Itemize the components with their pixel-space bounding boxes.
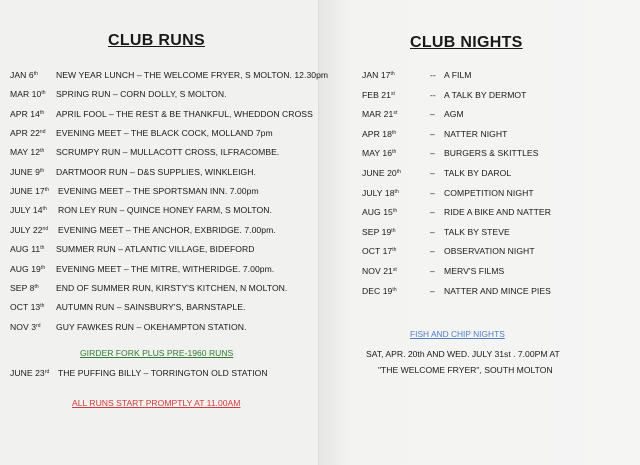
night-text: A TALK BY DERMOT [444, 89, 527, 100]
run-date-suffix: th [40, 148, 45, 155]
night-row [362, 70, 472, 81]
night-row [362, 168, 511, 179]
night-separator: – [430, 168, 435, 178]
run-text: SUMMER RUN – ATLANTIC VILLAGE, BIDEFORD [56, 244, 255, 255]
run-date: JAN 6 [10, 70, 34, 80]
night-text: NATTER NIGHT [444, 128, 508, 139]
run-text: EVENING MEET – THE SPORTSMAN INN. 7.00pm [58, 186, 259, 197]
night-date-suffix: th [394, 188, 399, 195]
girder-fork-heading: GIRDER FORK PLUS PRE-1960 RUNS [80, 348, 234, 358]
run-row [10, 322, 246, 333]
run-row [10, 70, 328, 81]
club-nights-title: CLUB NIGHTS [410, 34, 523, 51]
night-row [362, 207, 551, 218]
night-text: BURGERS & SKITTLES [444, 148, 539, 159]
night-date-suffix: th [396, 169, 402, 175]
night-date: JAN 17 [362, 70, 391, 80]
night-date: OCT 17 [362, 246, 393, 257]
night-date-suffix: th [392, 286, 397, 293]
night-date: MAY 16 [362, 148, 393, 159]
night-date: NOV 21 [362, 266, 393, 276]
run-text: SCRUMPY RUN – MULLACOTT CROSS, ILFRACOMBE. [56, 147, 280, 158]
night-date: DEC 19 [362, 285, 393, 296]
run-text: EVENING MEET – THE ANCHOR, EXBRIDGE. 7.00pm. [58, 224, 276, 235]
run-date: JULY 22 [10, 224, 43, 235]
run-date-suffix: nd [39, 129, 46, 136]
run-text: EVENING MEET – THE MITRE, WITHERIDGE. 7.00pm. [56, 263, 275, 274]
night-text: NATTER AND MINCE PIES [444, 285, 551, 296]
run-date-suffix: th [40, 245, 45, 252]
night-date-suffix: st [393, 110, 398, 117]
run-date: JULY 14 [10, 205, 43, 216]
run-date-suffix: th [39, 109, 45, 116]
run-date: APR 22 [10, 128, 40, 139]
run-row [10, 225, 276, 236]
run-date-suffix: th [33, 71, 38, 77]
night-date: AUG 15 [362, 207, 393, 218]
run-date: SEP 8 [10, 282, 35, 293]
run-row [10, 186, 259, 197]
run-row [10, 283, 287, 294]
night-date: SEP 19 [362, 226, 392, 237]
run-text: RON LEY RUN – QUINCE HONEY FARM, S MOLTON. [58, 205, 272, 216]
night-date-suffix: th [391, 227, 396, 234]
night-separator: – [430, 266, 435, 276]
night-row [362, 188, 534, 199]
fish-chip-dates: SAT, APR. 20th AND WED. JULY 31st . 7.00PM AT [366, 349, 560, 359]
night-separator: – [430, 128, 435, 139]
run-text: EVENING MEET – THE BLACK COCK, MOLLAND 7pm [56, 128, 273, 139]
run-row [10, 89, 227, 100]
run-date: JUNE 23 [10, 368, 45, 378]
run-row [10, 302, 245, 313]
night-date-suffix: st [392, 267, 397, 273]
night-row [362, 148, 539, 159]
night-text: TALK BY STEVE [444, 226, 510, 237]
run-date-suffix: th [40, 264, 46, 271]
night-date-suffix: th [392, 208, 398, 215]
run-row [10, 264, 274, 275]
night-date: JUNE 20 [362, 168, 397, 178]
run-row [10, 147, 279, 158]
girder-run-row [10, 368, 268, 379]
run-date: OCT 13 [10, 302, 41, 313]
run-text: GUY FAWKES RUN – OKEHAMPTON STATION. [56, 321, 247, 332]
night-text: OBSERVATION NIGHT [444, 246, 535, 257]
run-row [10, 205, 272, 216]
night-separator: -- [430, 89, 436, 100]
night-separator: – [430, 226, 435, 237]
run-text: DARTMOOR RUN – D&S SUPPLIES, WINKLEIGH. [56, 166, 256, 177]
run-row [10, 167, 256, 178]
night-date-suffix: st [390, 90, 395, 97]
run-date: MAY 12 [10, 147, 41, 158]
night-text: RIDE A BIKE AND NATTER [444, 207, 551, 218]
run-date: MAR 10 [10, 89, 42, 100]
night-row [362, 129, 507, 140]
run-text: AUTUMN RUN – SAINSBURY'S, BARNSTAPLE. [56, 302, 246, 313]
run-date-suffix: rd [44, 369, 50, 375]
night-date-suffix: th [392, 149, 397, 156]
run-date-suffix: th [44, 187, 50, 194]
night-separator: – [430, 207, 435, 218]
night-separator: – [430, 285, 435, 296]
night-text: A FILM [444, 70, 472, 80]
night-row [362, 90, 526, 101]
runs-start-note: ALL RUNS START PROMPTLY AT 11.00AM [72, 398, 241, 408]
night-date: JULY 18 [362, 187, 395, 198]
run-text: NEW YEAR LUNCH – THE WELCOME FRYER, S MOLTON. 12.30pm [56, 70, 329, 80]
run-date: NOV 3 [10, 321, 37, 332]
club-runs-title: CLUB RUNS [108, 32, 205, 49]
night-date: MAR 21 [362, 109, 394, 120]
night-date-suffix: th [391, 129, 397, 136]
night-date-suffix: th [390, 71, 395, 77]
night-date-suffix: th [392, 247, 397, 254]
run-text: SPRING RUN – CORN DOLLY, S MOLTON. [56, 89, 227, 100]
run-date-suffix: th [41, 90, 46, 97]
night-text: MERV'S FILMS [444, 266, 505, 276]
night-row [362, 227, 510, 238]
run-date-suffix: th [42, 206, 47, 213]
night-separator: – [430, 187, 435, 198]
run-date: JUNE 9 [10, 166, 40, 177]
night-date: FEB 21 [362, 89, 391, 100]
night-text: COMPETITION NIGHT [444, 187, 534, 198]
night-date: APR 18 [362, 128, 392, 139]
fish-chip-venue: "THE WELCOME FRYER", SOUTH MOLTON [378, 365, 553, 375]
run-date-suffix: rd [36, 322, 41, 329]
night-text: TALK BY DAROL [444, 168, 512, 178]
night-separator: – [430, 148, 435, 159]
night-row [362, 266, 504, 277]
night-row [362, 109, 464, 120]
night-row [362, 246, 535, 257]
run-date: AUG 11 [10, 244, 41, 255]
run-date-suffix: th [39, 167, 45, 174]
night-row [362, 286, 551, 297]
run-date-suffix: nd [42, 225, 49, 232]
run-text: END OF SUMMER RUN, KIRSTY'S KITCHEN, N MOLTON. [56, 282, 288, 293]
night-separator: -- [430, 70, 436, 80]
night-separator: – [430, 246, 435, 257]
run-text: THE PUFFING BILLY – TORRINGTON OLD STATION [58, 368, 268, 378]
night-text: AGM [444, 109, 464, 120]
run-date-suffix: th [34, 283, 39, 290]
run-date: JUNE 17 [10, 186, 45, 197]
run-date-suffix: th [40, 303, 45, 310]
run-date: AUG 19 [10, 263, 41, 274]
run-row [10, 244, 255, 255]
run-row [10, 128, 273, 139]
run-text: APRIL FOOL – THE REST & BE THANKFUL, WHEDDON CROSS [56, 108, 313, 119]
run-row [10, 109, 313, 120]
fish-chip-heading: FISH AND CHIP NIGHTS [410, 329, 505, 339]
run-date: APR 14 [10, 108, 40, 119]
night-separator: – [430, 109, 435, 120]
